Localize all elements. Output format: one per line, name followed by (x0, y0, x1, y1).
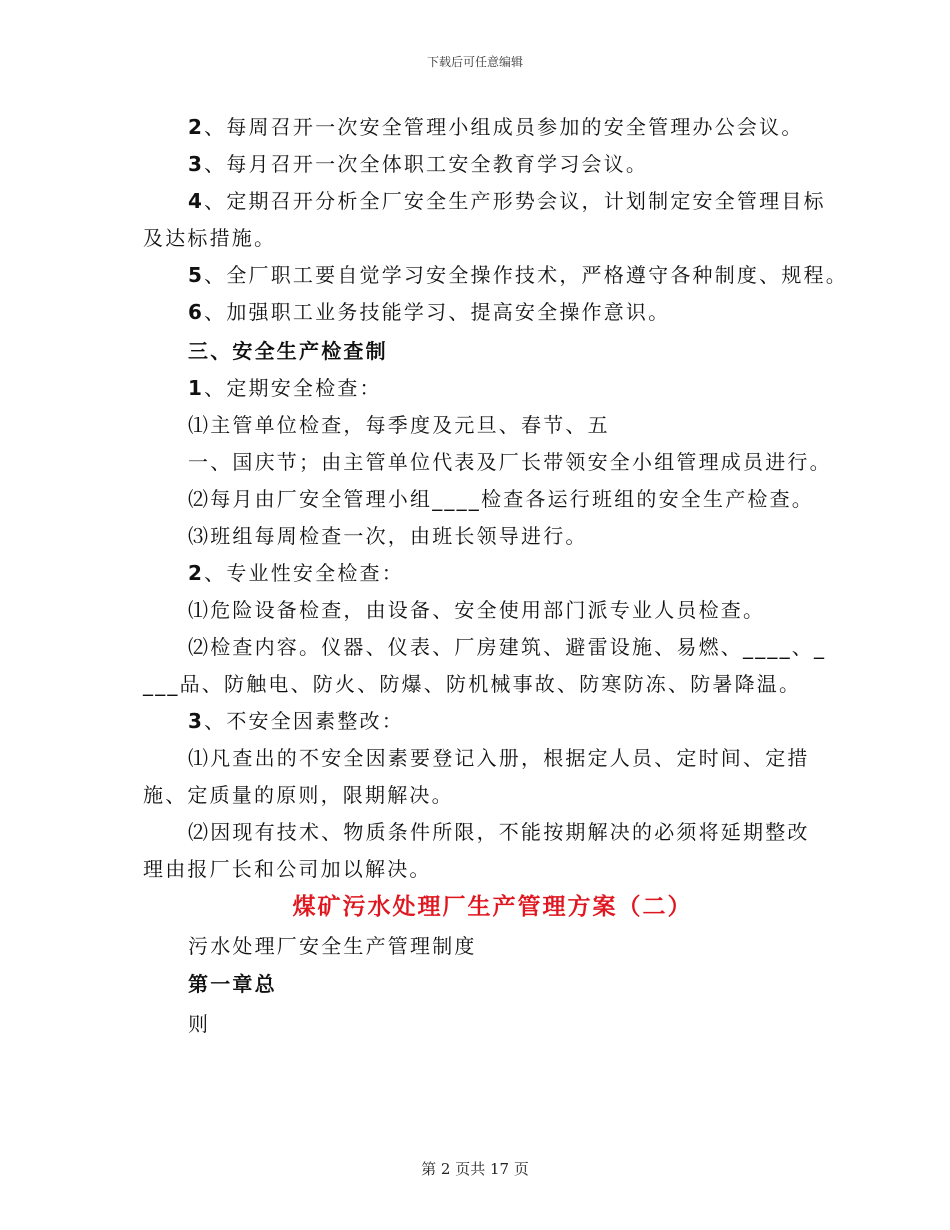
doc-line: 一、国庆节；由主管单位代表及厂长带领安全小组管理成员进行。 (188, 450, 832, 474)
line-text: 及达标措施。 (143, 226, 277, 250)
doc-line (188, 374, 382, 402)
line-text: 、每周召开一次安全管理小组成员参加的安全管理办公会议。 (204, 115, 804, 139)
item-number: 4 (188, 189, 205, 213)
item-number: 3 (188, 709, 205, 733)
doc-line: ⑴主管单位检查，每季度及元旦、春节、五 (188, 413, 610, 437)
item-number: 6 (188, 300, 205, 324)
doc-line (188, 113, 804, 141)
item-number: 5 (188, 263, 205, 287)
line-text: 、每月召开一次全体职工安全教育学习会议。 (204, 152, 649, 176)
doc-line (188, 559, 404, 587)
doc-line (188, 261, 848, 289)
item-number: 2 (188, 115, 205, 139)
chapter-heading-continued: 则 (188, 1012, 211, 1036)
line-text: 、定期安全检查： (204, 376, 382, 400)
doc-line (143, 224, 276, 252)
doc-line: ⑵每月由厂安全管理小组____检查各运行班组的安全生产检查。 (188, 487, 814, 511)
line-text: 、加强职工业务技能学习、提高安全操作意识。 (204, 300, 671, 324)
doc-line: 理由报厂长和公司加以解决。 (143, 857, 432, 881)
doc-line: ⑴凡查出的不安全因素要登记入册，根据定人员、定时间、定措 (188, 746, 810, 770)
doc-line: ⑶班组每周检查一次，由班长领导进行。 (188, 524, 588, 548)
page-header: 下载后可任意编辑 (426, 55, 523, 69)
page-footer: 第 2 页共 17 页 (421, 1160, 529, 1178)
doc-line: ⑵检查内容。仪器、仪表、厂房建筑、避雷设施、易燃、____、_ (188, 635, 827, 659)
item-number: 3 (188, 152, 205, 176)
line-text: 、定期召开分析全厂安全生产形势会议，计划制定安全管理目标 (204, 189, 826, 213)
doc-line (188, 298, 670, 326)
doc-line: ⑴危险设备检查，由设备、安全使用部门派专业人员检查。 (188, 598, 766, 622)
doc-line (188, 150, 648, 178)
line-text: 、不安全因素整改： (204, 709, 404, 733)
line-text: 、专业性安全检查： (204, 561, 404, 585)
subtitle: 污水处理厂安全生产管理制度 (188, 934, 477, 958)
doc-line (188, 187, 826, 215)
doc-line (188, 707, 404, 735)
chapter-heading: 第一章总 (188, 972, 277, 996)
item-number: 2 (188, 561, 205, 585)
document-title: 煤矿污水处理厂生产管理方案（二） (292, 894, 693, 920)
doc-line: 施、定质量的原则，限期解决。 (143, 783, 454, 807)
line-text: 、全厂职工要自觉学习安全操作技术，严格遵守各种制度、规程。 (204, 263, 848, 287)
doc-line: ___品、防触电、防火、防爆、防机械事故、防寒防冻、防暑降温。 (143, 672, 802, 696)
section-heading: 三、安全生产检查制 (188, 339, 388, 363)
doc-line: ⑵因现有技术、物质条件所限，不能按期解决的必须将延期整改 (188, 820, 810, 844)
item-number: 1 (188, 376, 205, 400)
